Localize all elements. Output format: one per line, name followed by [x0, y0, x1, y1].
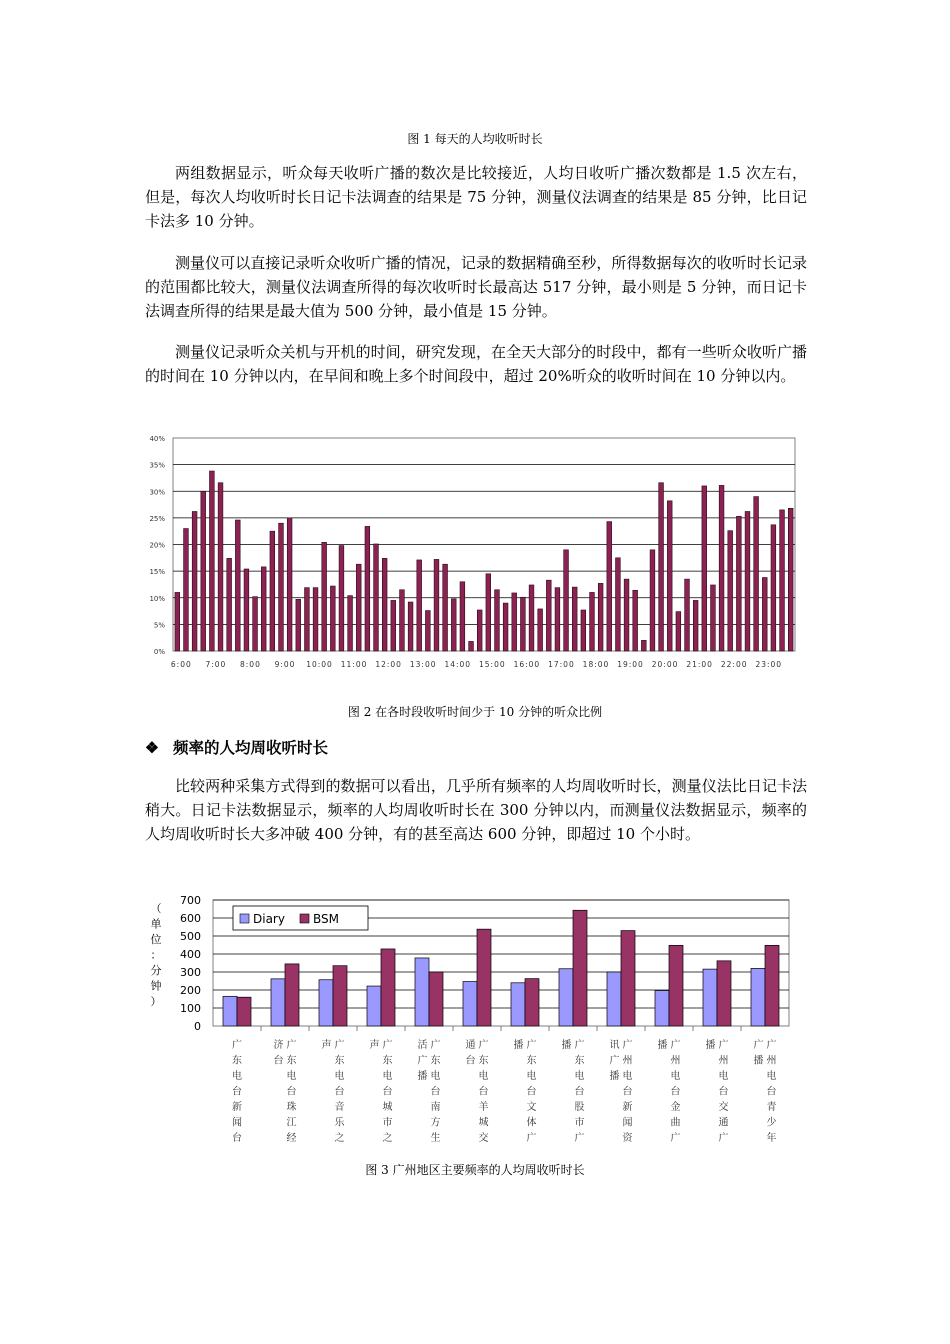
x-tick-label: 18:00 — [582, 660, 610, 669]
y-axis-label-char: 单 — [150, 917, 162, 931]
bar — [641, 640, 646, 651]
bar-diary — [751, 968, 765, 1026]
bar — [434, 559, 439, 651]
bar — [469, 641, 474, 651]
bar — [667, 501, 672, 651]
category-char: 曲 — [670, 1117, 681, 1129]
category-char: 电 — [286, 1071, 297, 1082]
bar — [685, 579, 690, 651]
category-char: 羊 — [478, 1102, 489, 1113]
paragraph-1: 两组数据显示，听众每天收听广播的数次是比较接近，人均日收听广播次数都是 1.5 次左右，但是，每次人均收听时长日记卡法调查的结果是 75 分钟，测量仪法调查的结果是 85 分钟，比日记卡法多 10 分钟。 — [145, 164, 807, 230]
bar — [771, 525, 776, 651]
x-tick-label: 14:00 — [444, 660, 472, 669]
bar — [486, 574, 491, 651]
category-char: 东 — [382, 1055, 393, 1067]
bar — [546, 580, 551, 651]
bar — [253, 597, 258, 651]
bar-bsm — [765, 945, 779, 1026]
y-axis-label-char: 位 — [150, 933, 162, 946]
bar — [719, 485, 724, 651]
y-tick-label: 25% — [149, 514, 165, 523]
category-label — [418, 1038, 441, 1144]
bar — [175, 592, 180, 651]
bar — [244, 569, 249, 651]
y-tick-label: 0 — [194, 1020, 201, 1033]
category-char: 方 — [430, 1117, 441, 1129]
category-char: 台 — [232, 1133, 242, 1144]
bar — [270, 531, 275, 651]
category-char: 播 — [561, 1040, 572, 1051]
category-char: 金 — [670, 1102, 681, 1113]
bar-diary — [223, 996, 237, 1026]
bar-bsm — [381, 949, 395, 1026]
category-char: 东 — [574, 1055, 585, 1067]
legend-label: Diary — [253, 912, 285, 926]
x-tick-label: 12:00 — [375, 660, 402, 669]
y-axis-label-char: （ — [150, 902, 162, 915]
paragraph-2: 测量仪可以直接记录听众收听广播的情况，记录的数据精确至秒，所得数据每次的收听时长记录的范围都比较大，测量仪法调查所得的每次收听时长最高达 517 分钟，最小则是 5 分钟，而日记卡法调查所得的结果是最大值为 500 分钟，最小值是 15 分钟。 — [145, 254, 807, 320]
x-tick-label: 13:00 — [409, 660, 437, 669]
category-label — [514, 1038, 537, 1144]
category-char: 讯 — [609, 1040, 620, 1051]
bar — [365, 526, 370, 651]
category-char: 通 — [718, 1117, 729, 1129]
bar — [693, 600, 698, 651]
y-tick-label: 0% — [153, 648, 165, 656]
category-char: 广 — [622, 1040, 633, 1051]
bar-bsm — [429, 972, 443, 1026]
category-char: 城 — [382, 1102, 393, 1113]
bar-bsm — [477, 929, 491, 1026]
x-tick-label: 6:00 — [170, 660, 192, 669]
section-heading-text: 频率的人均周收听时长 — [173, 738, 329, 757]
bar-diary — [655, 991, 669, 1026]
category-char: 江 — [286, 1117, 297, 1129]
category-label — [466, 1038, 489, 1144]
category-char: 台 — [382, 1086, 393, 1098]
short-listening-ratio-chart — [140, 428, 810, 678]
bar — [218, 483, 223, 651]
bar — [477, 610, 482, 651]
category-char: 广 — [334, 1040, 345, 1051]
category-char: 广 — [382, 1040, 393, 1051]
category-label — [274, 1038, 297, 1144]
category-char: 州 — [718, 1055, 729, 1067]
category-char: 广 — [286, 1040, 297, 1051]
category-char: 电 — [622, 1071, 633, 1082]
category-char: 台 — [766, 1086, 777, 1098]
category-char: 闻 — [622, 1117, 633, 1129]
bar — [702, 486, 707, 651]
category-char: 城 — [478, 1117, 489, 1129]
category-char: 生 — [430, 1133, 441, 1144]
category-label — [322, 1038, 346, 1144]
y-tick-label: 20% — [149, 541, 165, 550]
bar — [235, 520, 240, 651]
category-char: 东 — [334, 1055, 345, 1067]
y-axis-label-char: 钟 — [150, 979, 162, 993]
category-char: 台 — [478, 1086, 489, 1098]
category-char: 交 — [718, 1102, 729, 1113]
bar-bsm — [525, 979, 539, 1026]
bar — [529, 585, 534, 651]
bar — [322, 542, 327, 651]
legend-label: BSM — [313, 912, 339, 926]
category-char: 广 — [670, 1133, 681, 1144]
y-tick-label: 35% — [149, 461, 165, 470]
legend-swatch — [240, 914, 249, 923]
category-char: 州 — [766, 1055, 777, 1067]
bar-bsm — [285, 964, 299, 1026]
category-char: 台 — [334, 1086, 345, 1098]
bar — [538, 609, 543, 651]
x-tick-label: 22:00 — [720, 660, 748, 669]
bar — [400, 590, 405, 651]
category-char: 播 — [753, 1055, 764, 1067]
category-char: 闻 — [232, 1117, 242, 1129]
category-char: 广 — [232, 1040, 242, 1051]
category-char: 州 — [622, 1055, 633, 1067]
bar — [443, 564, 448, 651]
bar — [676, 612, 681, 651]
bar-diary — [703, 969, 717, 1026]
bar — [762, 578, 767, 651]
x-tick-label: 23:00 — [755, 660, 783, 669]
category-char: 经 — [286, 1133, 297, 1144]
bar — [745, 511, 750, 651]
x-tick-label: 8:00 — [240, 660, 261, 669]
bar-bsm — [333, 966, 347, 1026]
category-char: 电 — [526, 1071, 537, 1082]
bar — [754, 497, 759, 651]
bar — [261, 567, 266, 651]
bar-bsm — [573, 910, 587, 1026]
x-tick-label: 11:00 — [340, 660, 368, 669]
category-char: 少 — [766, 1117, 777, 1129]
category-char: 广 — [609, 1055, 620, 1067]
category-label — [370, 1038, 393, 1144]
category-char: 东 — [526, 1055, 537, 1067]
category-char: 体 — [526, 1117, 537, 1129]
category-char: 广 — [574, 1133, 585, 1144]
category-char: 交 — [478, 1133, 489, 1144]
category-char: 音 — [334, 1102, 345, 1113]
category-char: 广 — [574, 1040, 585, 1051]
category-char: 播 — [609, 1071, 620, 1082]
bar-diary — [511, 983, 525, 1026]
category-char: 广 — [430, 1040, 441, 1051]
bar-diary — [367, 986, 381, 1026]
bar — [520, 597, 525, 651]
category-char: 东 — [286, 1055, 297, 1067]
x-tick-label: 7:00 — [205, 660, 227, 669]
x-tick-label: 10:00 — [306, 660, 333, 669]
x-tick-label: 9:00 — [274, 660, 296, 669]
category-char: 新 — [232, 1102, 242, 1113]
bar — [374, 544, 379, 651]
bar — [348, 596, 353, 651]
category-char: 之 — [382, 1133, 393, 1144]
bar — [391, 600, 396, 651]
category-char: 乐 — [334, 1117, 345, 1129]
bar — [279, 523, 284, 651]
bar — [581, 610, 586, 651]
category-char: 州 — [670, 1055, 681, 1067]
category-char: 电 — [430, 1071, 441, 1082]
x-tick-label: 21:00 — [686, 660, 713, 669]
category-char: 电 — [232, 1071, 242, 1082]
category-char: 南 — [430, 1102, 441, 1113]
category-char: 广 — [718, 1133, 729, 1144]
bar-diary — [271, 979, 285, 1026]
bar — [728, 531, 733, 651]
bar-bsm — [237, 997, 251, 1026]
bar — [201, 491, 206, 651]
category-char: 电 — [718, 1071, 729, 1082]
category-label — [706, 1038, 729, 1144]
bar — [495, 590, 500, 651]
bar — [780, 510, 785, 651]
y-axis-label-char: 分 — [150, 964, 162, 977]
category-char: 播 — [513, 1040, 524, 1051]
bar — [564, 550, 569, 651]
category-char: 市 — [574, 1117, 585, 1129]
y-tick-label: 700 — [180, 894, 201, 907]
bar — [607, 522, 612, 651]
bar — [598, 583, 603, 651]
y-tick-label: 10% — [149, 594, 165, 603]
bar — [296, 599, 301, 651]
category-char: 台 — [670, 1086, 681, 1098]
figure2-caption: 图 2 在各时段收听时间少于 10 分钟的听众比例 — [347, 705, 603, 719]
category-char: 广 — [670, 1040, 681, 1051]
bar — [227, 558, 232, 651]
diamond-bullet-icon: ❖ — [145, 738, 159, 757]
category-char: 活 — [417, 1040, 428, 1051]
bar — [425, 611, 430, 651]
category-char: 广 — [478, 1040, 489, 1051]
category-char: 之 — [334, 1133, 345, 1144]
bar — [339, 546, 344, 651]
bar — [512, 593, 517, 651]
category-char: 声 — [369, 1040, 380, 1051]
category-char: 新 — [622, 1102, 633, 1113]
bar — [209, 471, 214, 651]
bar-diary — [607, 972, 621, 1026]
legend-swatch — [300, 914, 309, 923]
category-char: 电 — [574, 1071, 585, 1082]
y-tick-label: 40% — [149, 435, 165, 443]
bar-diary — [319, 980, 333, 1026]
x-tick-label: 16:00 — [513, 660, 541, 669]
category-char: 东 — [478, 1055, 489, 1067]
y-tick-label: 30% — [149, 488, 165, 497]
category-char: 广 — [526, 1133, 537, 1144]
bar-diary — [463, 982, 477, 1026]
category-char: 台 — [232, 1086, 242, 1098]
category-char: 珠 — [286, 1102, 297, 1113]
category-char: 台 — [574, 1086, 585, 1098]
paragraph-3: 测量仪记录听众关机与开机的时间，研究发现，在全天大部分的时段中，都有一些听众收听广播的时间在 10 分钟以内，在早间和晚上多个时间段中，超过 20%听众的收听时间在 10 分钟以内。 — [145, 343, 807, 385]
bar — [616, 558, 621, 651]
category-char: 播 — [657, 1040, 668, 1051]
bar-diary — [559, 969, 573, 1026]
bar — [313, 588, 318, 651]
y-tick-label: 5% — [153, 621, 165, 630]
bar — [417, 560, 422, 651]
category-char: 市 — [382, 1117, 393, 1129]
bar-bsm — [669, 945, 683, 1026]
bar-bsm — [717, 961, 731, 1026]
bar — [460, 582, 465, 651]
y-tick-label: 200 — [180, 984, 201, 997]
bar — [408, 602, 413, 651]
category-label — [754, 1038, 777, 1144]
x-tick-label: 19:00 — [617, 660, 644, 669]
bar — [633, 590, 638, 651]
category-char: 声 — [321, 1040, 332, 1051]
bar — [382, 558, 387, 651]
bar — [659, 483, 664, 651]
bar — [287, 518, 292, 651]
bar — [711, 585, 716, 651]
category-char: 播 — [705, 1040, 716, 1051]
bar-bsm — [621, 931, 635, 1026]
category-char: 资 — [622, 1133, 633, 1144]
bar-diary — [415, 958, 429, 1026]
figure1-caption: 图 1 每天的人均收听时长 — [407, 132, 543, 146]
category-label — [562, 1038, 585, 1144]
y-tick-label: 300 — [180, 966, 201, 979]
y-tick-label: 400 — [180, 948, 201, 961]
category-char: 台 — [622, 1086, 633, 1098]
paragraph-4: 比较两种采集方式得到的数据可以看出，几乎所有频率的人均周收听时长，测量仪法比日记卡法稍大。日记卡法数据显示，频率的人均周收听时长在 300 分钟以内，而测量仪法数据显示，频率的人均周收听时长大多冲破 400 分钟，有的甚至高达 600 分钟，即超过 10 个小时。 — [145, 777, 807, 843]
figure3-caption: 图 3 广州地区主要频率的人均周收听时长 — [365, 1163, 585, 1177]
x-tick-label: 20:00 — [651, 660, 679, 669]
category-char: 年 — [766, 1133, 777, 1144]
category-label — [610, 1038, 634, 1144]
y-tick-label: 15% — [149, 568, 165, 577]
category-char: 台 — [286, 1086, 297, 1098]
bar — [330, 586, 335, 651]
bar — [305, 588, 310, 651]
category-char: 广 — [718, 1040, 729, 1051]
category-char: 播 — [417, 1071, 428, 1082]
category-char: 电 — [670, 1071, 681, 1082]
category-char: 广 — [526, 1040, 537, 1051]
y-tick-label: 600 — [180, 912, 201, 925]
bar — [192, 511, 197, 651]
bar — [503, 603, 508, 651]
section-heading — [145, 736, 328, 758]
category-label — [658, 1038, 681, 1144]
category-char: 广 — [753, 1040, 764, 1051]
y-axis-label-char: ） — [150, 995, 162, 1008]
bar — [184, 529, 189, 651]
category-char: 台 — [465, 1055, 476, 1067]
y-tick-label: 100 — [180, 1002, 201, 1015]
category-char: 东 — [430, 1055, 441, 1067]
category-char: 电 — [382, 1071, 393, 1082]
bar — [736, 516, 741, 651]
category-char: 股 — [574, 1102, 585, 1113]
category-char: 电 — [766, 1071, 777, 1082]
y-tick-label: 500 — [180, 930, 201, 943]
category-char: 台 — [526, 1086, 537, 1098]
category-char: 文 — [526, 1102, 537, 1113]
bar — [555, 588, 560, 651]
bar — [590, 592, 595, 651]
category-char: 青 — [766, 1102, 777, 1113]
category-char: 台 — [430, 1086, 441, 1098]
bar — [356, 564, 361, 651]
category-char: 广 — [417, 1055, 428, 1067]
category-char: 台 — [718, 1086, 729, 1098]
bar — [572, 587, 577, 651]
y-axis-label-char: ： — [150, 948, 162, 962]
category-label — [232, 1038, 242, 1144]
category-char: 电 — [478, 1071, 489, 1082]
category-char: 济 — [273, 1040, 284, 1051]
bar — [451, 599, 456, 651]
x-tick-label: 15:00 — [479, 660, 506, 669]
category-char: 电 — [334, 1071, 345, 1082]
category-char: 台 — [273, 1055, 284, 1067]
bar — [788, 508, 793, 651]
category-char: 东 — [232, 1055, 242, 1067]
bar — [624, 579, 629, 651]
x-tick-label: 17:00 — [548, 660, 575, 669]
category-char: 广 — [766, 1040, 777, 1051]
category-char: 通 — [465, 1040, 476, 1051]
bar — [650, 550, 655, 651]
weekly-listening-chart — [140, 890, 810, 1148]
